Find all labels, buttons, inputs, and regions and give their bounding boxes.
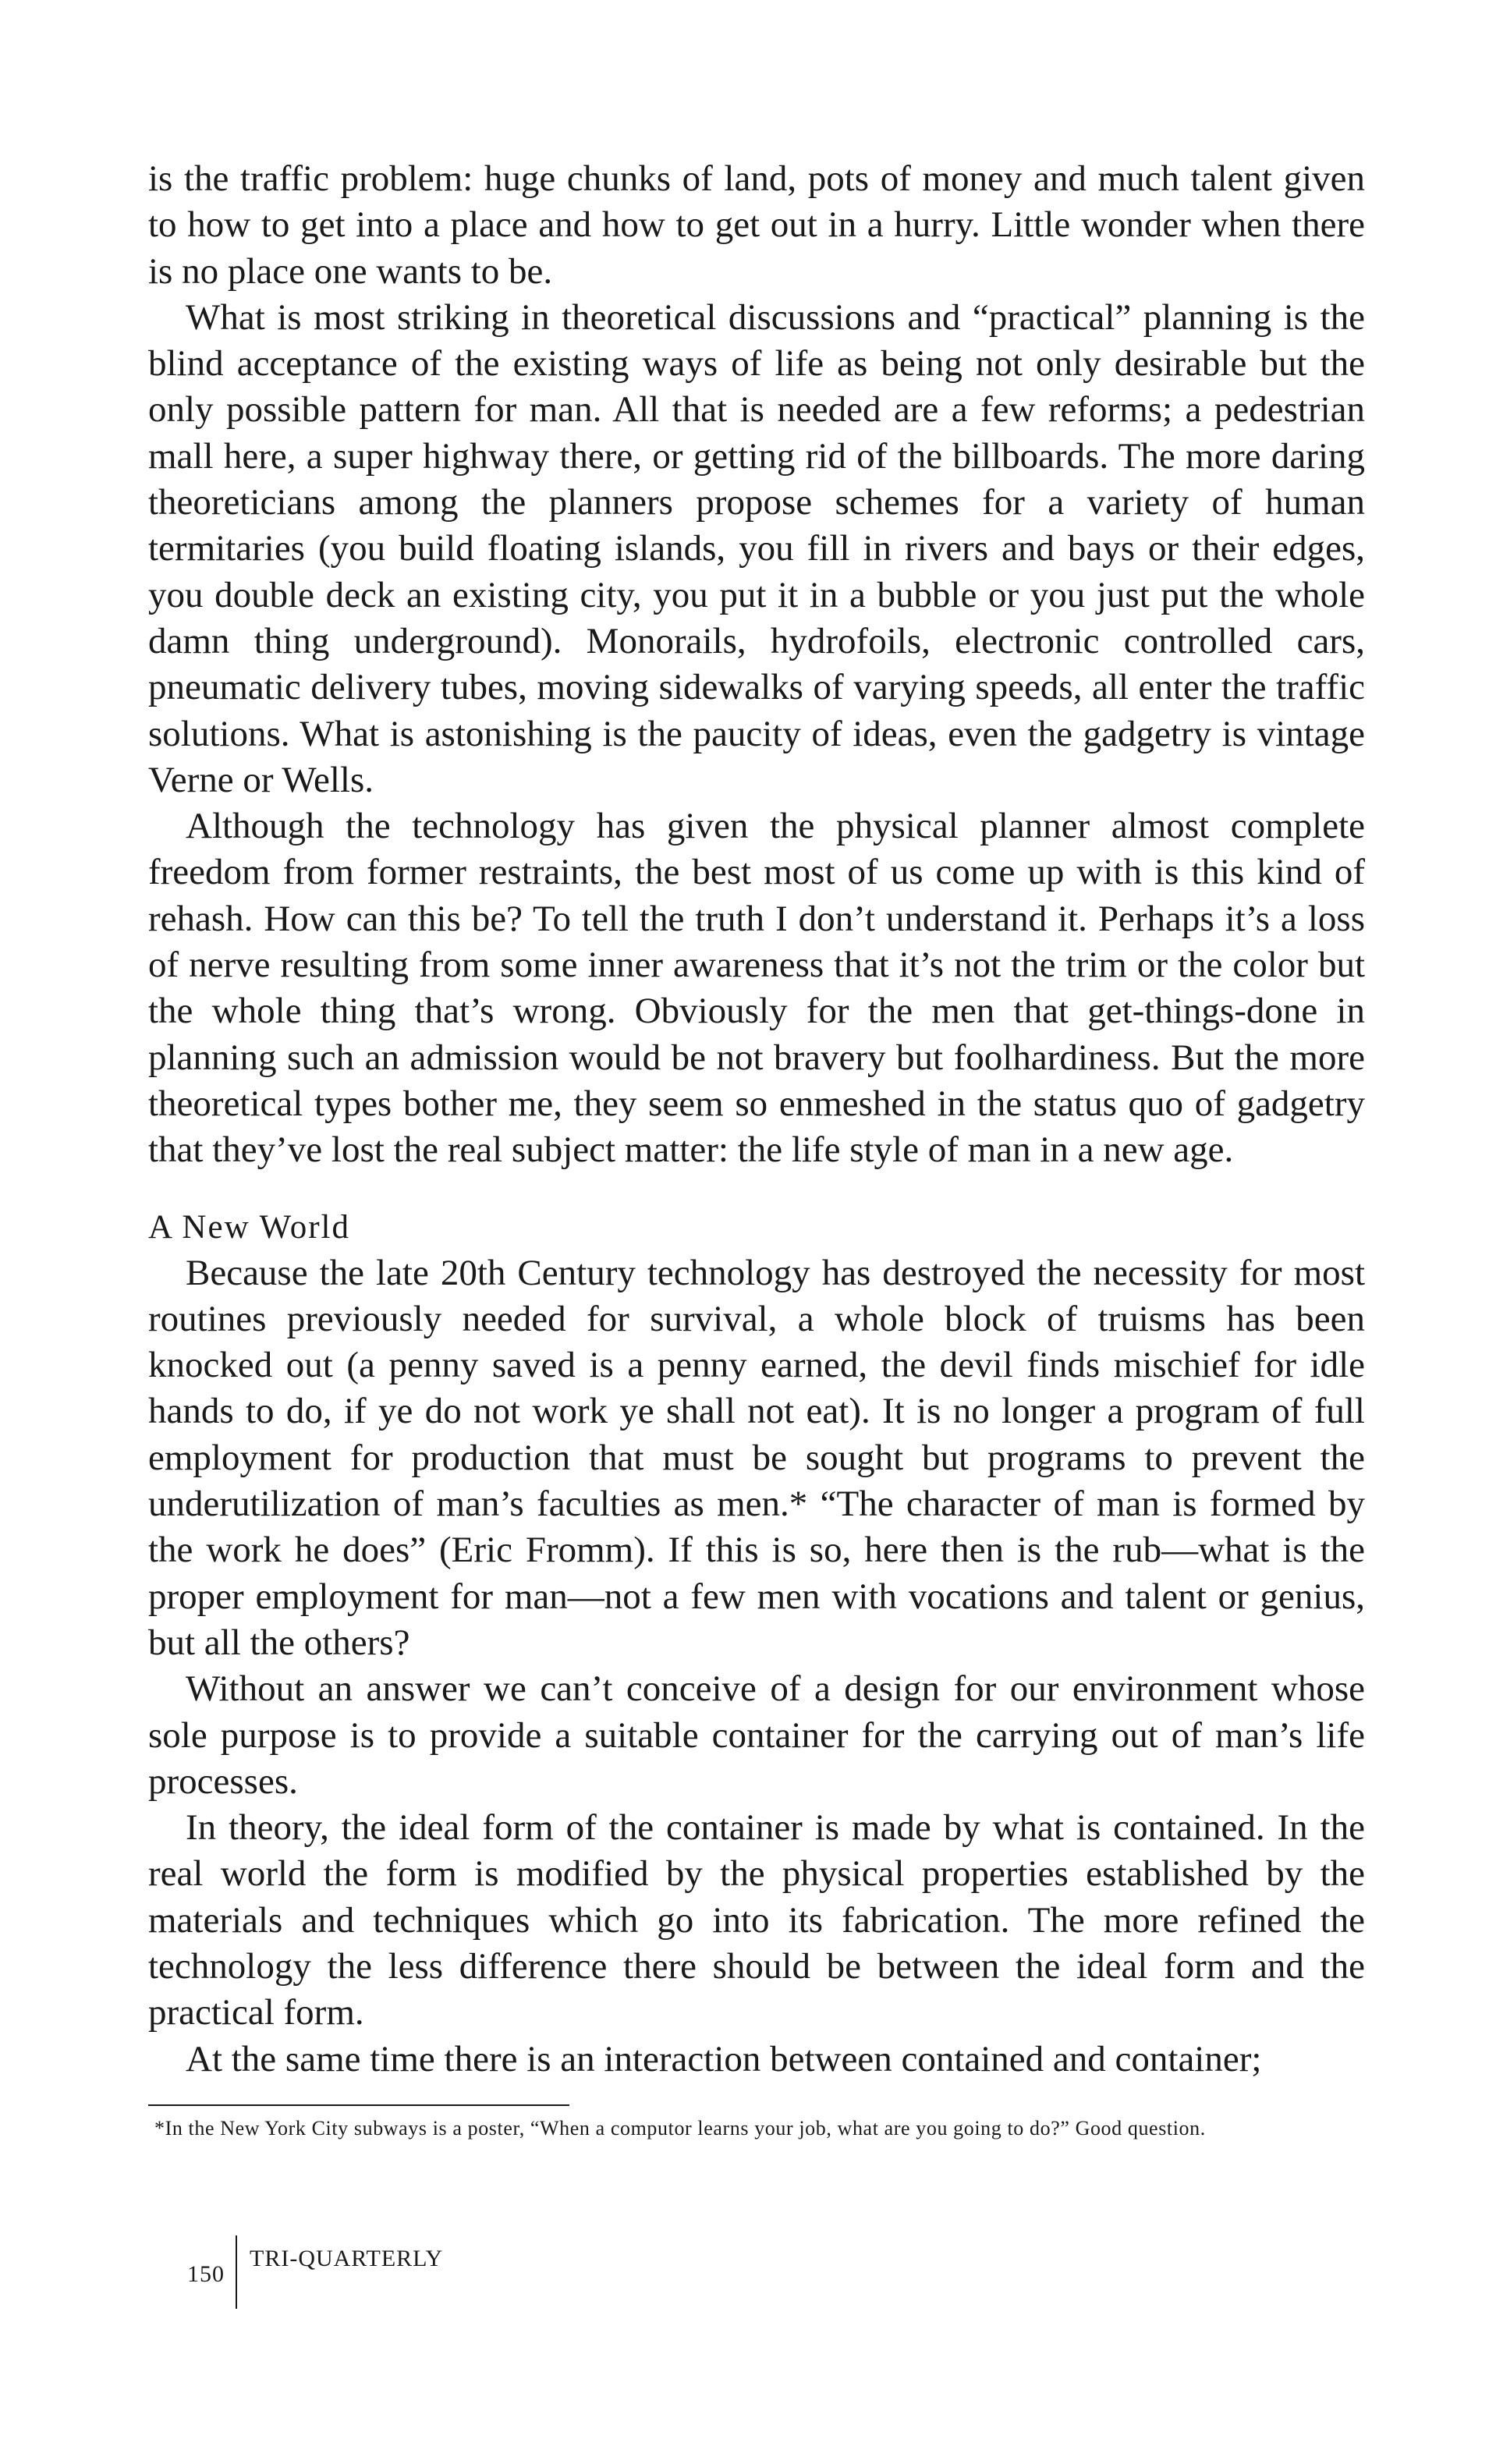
body-paragraph: What is most striking in theoretical discussions and “practical” planning is the blind acceptance of the existing ways of life as being not only desirable but the only possible pattern for man. All that is needed are a few reforms; a pedestrian mall here, a super highway there, or getting rid of the billboards. The more daring theoreticians among the planners propose schemes for a variety of human termitaries (you build floating islands, you fill in rivers and bays or their edges, you double deck an existing city, you put it in a bubble or you just put the whole damn thing underground). Monorails, hydrofoils, electronic controlled cars, pneumatic delivery tubes, moving sidewalks of varying speeds, all enter the traffic solutions. What is astonishing is the paucity of ideas, even the gadgetry is vintage Verne or Wells. bbox=[148, 296, 1365, 800]
body-paragraph: Without an answer we can’t conceive of a design for our environment whose sole purpose is to provide a suitable container for the carrying out of man’s life processes. bbox=[148, 1668, 1365, 1802]
body-paragraph: At the same time there is an interaction between contained and container; bbox=[186, 2038, 1262, 2079]
body-paragraph: is the traffic problem: huge chunks of land, pots of money and much talent given to how to get into a place and how to get out in a hurry. Little wonder when there is no place one wants to be. bbox=[148, 158, 1365, 292]
body-paragraph: Although the technology has given the physical planner almost complete freedom from former restraints, the best most of us come up with is this kind of rehash. How can this be? To tell the truth I don’t understand it. Perhaps it’s a loss of nerve resulting from some inner awareness that it’s not the trim or the color but the whole thing that’s wrong. Obviously for the men that get-things-done in planning such an admission would be not bravery but foolhardiness. But the more theoretical types bother me, they seem so enmeshed in the status quo of gadgetry that they’ve lost the real subject matter: the life style of man in a new age. bbox=[148, 806, 1365, 1171]
section-heading: A New World bbox=[148, 1208, 351, 1246]
footnote-divider bbox=[148, 2104, 569, 2106]
page-footer bbox=[187, 2240, 443, 2309]
footnote: *In the New York City subways is a poster, “When a computor learns your job, what are you going to do?” Good question. bbox=[154, 2116, 1206, 2140]
page-body bbox=[148, 156, 1365, 2142]
journal-name: TRI-QUARTERLY bbox=[250, 2246, 444, 2271]
body-paragraph: Because the late 20th Century technology has destroyed the necessity for most routines previously needed for survival, a whole block of truisms has been knocked out (a penny saved is a penny earned, the devil finds mischief for idle hands to do, if ye do not work ye shall not eat). It is no longer a program of full employment for production that must be sought but programs to prevent the underutilization of man’s faculties as men.* “The character of man is formed by the work he does” (Eric Fromm). If this is so, here then is the rub—what is the proper employment for man—not a few men with vocations and talent or genius, but all the others? bbox=[148, 1252, 1365, 1663]
body-paragraph: In theory, the ideal form of the container is made by what is contained. In the real world the form is modified by the physical properties established by the materials and techniques which go into its fabrication. The more refined the technology the less difference there should be between the ideal form and the practical form. bbox=[148, 1807, 1365, 2033]
page-number: 150 bbox=[187, 2261, 225, 2287]
